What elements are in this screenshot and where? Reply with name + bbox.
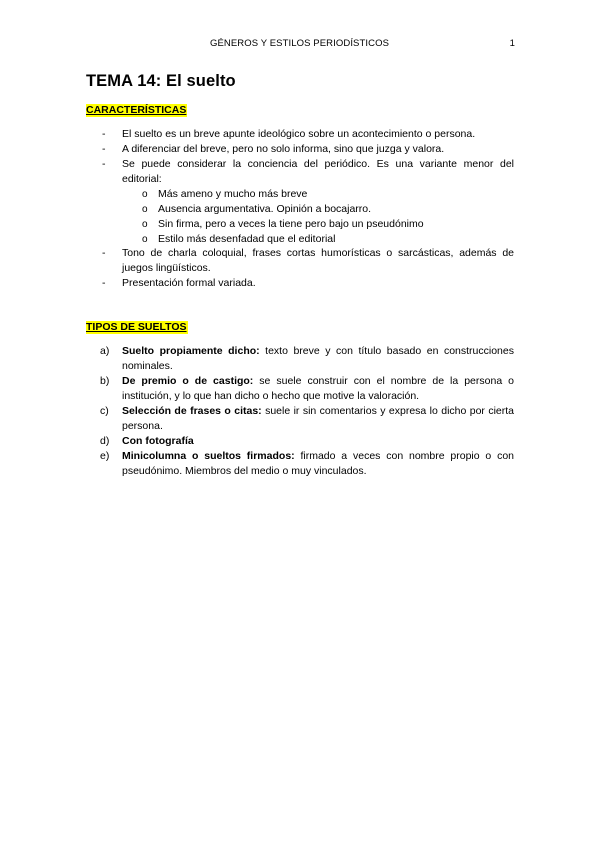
list-item-rest: texto breve y con título basado en construcciones bbox=[259, 345, 514, 357]
list-item-text: Tono de charla coloquial, frases cortas humorísticas o sarcásticas, además de bbox=[122, 247, 514, 259]
list-item-text: juegos lingüísticos. bbox=[122, 262, 211, 274]
list-item-text bbox=[122, 344, 514, 359]
list-item-text bbox=[122, 374, 514, 389]
sub-list-item-text: Sin firma, pero a veces la tiene pero bajo un pseudónimo bbox=[158, 218, 424, 230]
list-item-rest: suele ir sin comentarios y expresa lo dicho por cierta bbox=[261, 405, 515, 417]
list-item-text: Se puede considerar la conciencia del periódico. Es una variante menor del bbox=[122, 158, 514, 170]
list-marker: c) bbox=[100, 405, 109, 417]
list-item-text: institución, y lo que han dicho o hecho que motive la valoración. bbox=[122, 390, 420, 402]
list-item-bold: Suelto propiamente dicho: bbox=[122, 345, 260, 357]
section-title-tipos-de-sueltos: TIPOS DE SUELTOS bbox=[86, 321, 187, 333]
list-item-text: pseudónimo. Miembros del medio o muy vinculados. bbox=[122, 465, 367, 477]
list-marker: b) bbox=[100, 375, 110, 387]
list-item-bold: Selección de frases o citas: bbox=[122, 405, 262, 417]
list-marker: - bbox=[102, 277, 106, 289]
list-item-text: Presentación formal variada. bbox=[122, 277, 256, 289]
sub-list-item-text: Más ameno y mucho más breve bbox=[158, 188, 308, 200]
list-marker: d) bbox=[100, 435, 110, 447]
sub-list-marker: o bbox=[142, 204, 148, 215]
list-item-rest: se suele construir con el nombre de la persona o bbox=[253, 375, 514, 387]
sub-list-marker: o bbox=[142, 189, 148, 200]
list-item-text bbox=[122, 434, 514, 449]
list-item-text: persona. bbox=[122, 420, 163, 432]
list-item-bold: De premio o de castigo: bbox=[122, 375, 254, 387]
sub-list-item-text: Estilo más desenfadad que el editorial bbox=[158, 233, 336, 245]
list-item-text bbox=[122, 449, 514, 464]
list-item-rest: firmado a veces con nombre propio o con bbox=[294, 450, 515, 462]
list-marker: a) bbox=[100, 345, 110, 357]
list-item-bold: Con fotografía bbox=[122, 435, 194, 447]
page-number: 1 bbox=[509, 38, 515, 49]
list-item-bold: Minicolumna o sueltos firmados: bbox=[122, 450, 295, 462]
list-item-text bbox=[122, 404, 514, 419]
list-marker: - bbox=[102, 158, 106, 170]
page-title: TEMA 14: El suelto bbox=[86, 72, 236, 90]
list-marker: e) bbox=[100, 450, 110, 462]
sub-list-marker: o bbox=[142, 234, 148, 245]
list-item-text: editorial: bbox=[122, 173, 162, 185]
list-marker: - bbox=[102, 143, 106, 155]
list-item-text: El suelto es un breve apunte ideológico sobre un acontecimiento o persona. bbox=[122, 128, 476, 140]
section-title-caracteristicas: CARACTERÍSTICAS bbox=[86, 104, 187, 116]
list-item-text: nominales. bbox=[122, 360, 173, 372]
header-title: GÉNEROS Y ESTILOS PERIODÍSTICOS bbox=[209, 38, 390, 49]
sub-list-marker: o bbox=[142, 219, 148, 230]
list-item-text: A diferenciar del breve, pero no solo informa, sino que juzga y valora. bbox=[122, 143, 445, 155]
list-marker: - bbox=[102, 128, 106, 140]
list-marker: - bbox=[102, 247, 106, 259]
sub-list-item-text: Ausencia argumentativa. Opinión a bocajarro. bbox=[158, 203, 372, 215]
